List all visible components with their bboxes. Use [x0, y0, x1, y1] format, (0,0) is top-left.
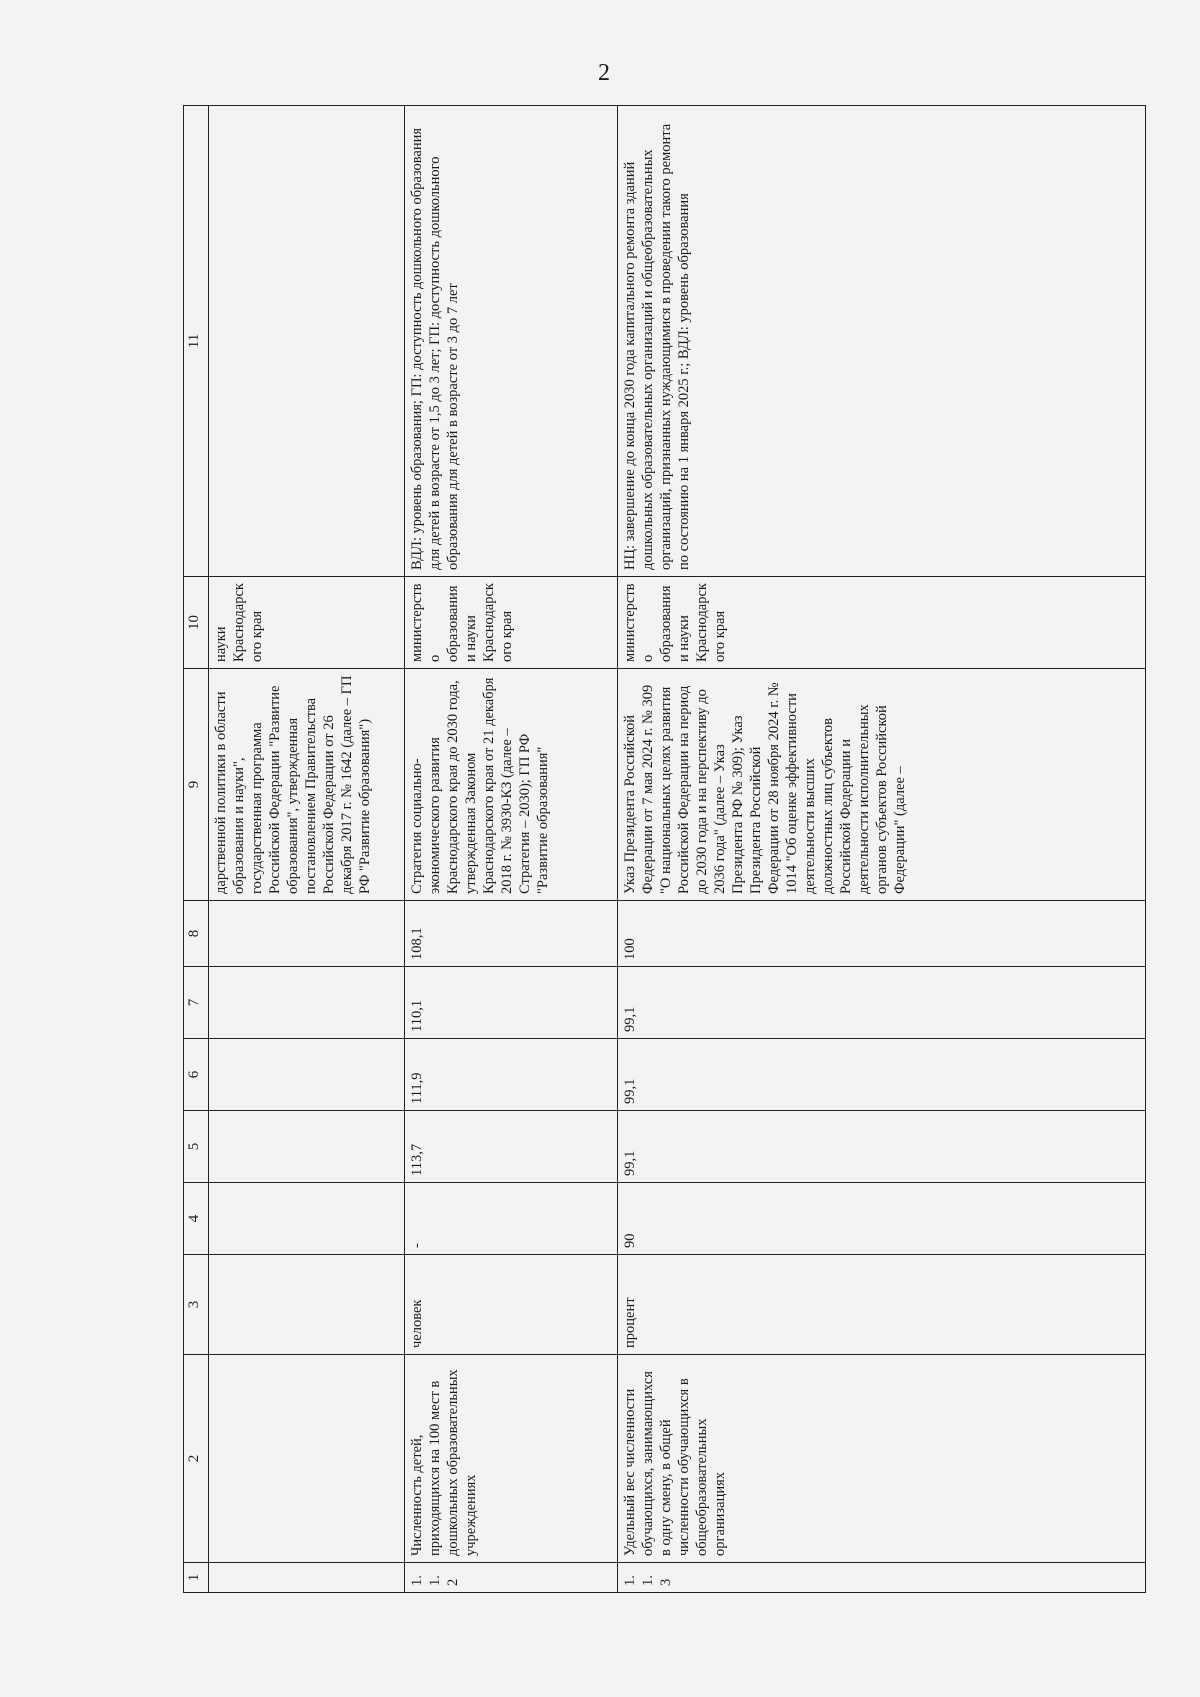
column-header: 1 [184, 1563, 209, 1593]
column-header: 8 [184, 901, 209, 967]
cell-indicator-name: Удельный вес численности обучающихся, занимающихся в одну смену, в общей численности обучающихся в общеобразовательных организациях [618, 1355, 1146, 1563]
cell-document: Указ Президента Российской Федерации от 7 мая 2024 г. № 309 "О национальных целях развития Российской Федерации на период до 2030 года и на перспективу до 2036 года" (далее – Указ Президента РФ № 309); Указ Президента Российской Федерации от 28 ноября 2024 г. № 1014 "Об оценке эффективности деятельности высших должностных лиц субъектов Российской Федерации и деятельности исполнительных органов субъектов Российской Федерации" (далее – [618, 669, 1146, 901]
column-header: 3 [184, 1255, 209, 1355]
cell-value: 99,1 [618, 967, 1146, 1039]
column-header: 6 [184, 1039, 209, 1111]
cell-value: 99,1 [618, 1039, 1146, 1111]
cell-document: дарственной политики в области образования и науки", государственная программа Российской Федерации "Развитие образования", утвержденная постановлением Правительства Российской Федерации от 26 декабря 2017 г. № 1642 (далее – ГП РФ "Развитие образования") [209, 669, 405, 901]
indicator-table-rotated [183, 106, 1146, 1593]
cell-value: 110,1 [405, 967, 618, 1039]
cell-relation: НЦ: завершение до конца 2030 года капитального ремонта зданий дошкольных образовательных организаций и общеобразовательных организаций, признанных нуждающимися в проведении такого ремонта по состоянию на 1 января 2025 г.; ВДЛ: уровень образования [618, 106, 1146, 577]
column-header: 7 [184, 967, 209, 1039]
cell-indicator-name [209, 1355, 405, 1563]
cell-value [209, 1111, 405, 1183]
column-header: 10 [184, 577, 209, 669]
column-header: 2 [184, 1355, 209, 1563]
column-number-row [184, 106, 209, 1593]
cell-value: 90 [618, 1183, 1146, 1255]
cell-document: Стратегия социально-экономического развития Краснодарского края до 2030 года, утвержденная Законом Краснодарского края от 21 декабря 2018 г. № 3930-КЗ (далее – Стратегия – 2030); ГП РФ "Развитие образования" [405, 669, 618, 901]
cell-number: 1.1.3 [618, 1563, 1146, 1593]
cell-value [209, 1039, 405, 1111]
cell-value: 100 [618, 901, 1146, 967]
column-header: 4 [184, 1183, 209, 1255]
cell-unit: человек [405, 1255, 618, 1355]
cell-value: 113,7 [405, 1111, 618, 1183]
cell-indicator-name: Численность детей, приходящихся на 100 мест в дошкольных образовательных учреждениях [405, 1355, 618, 1563]
indicator-table [183, 105, 1146, 1593]
table-row [405, 106, 618, 1593]
cell-responsible: министерство образования и науки Краснодарского края [618, 577, 1146, 669]
cell-unit: процент [618, 1255, 1146, 1355]
cell-value [209, 967, 405, 1039]
cell-responsible: науки Краснодарского края [209, 577, 405, 669]
table-row [618, 106, 1146, 1593]
cell-unit [209, 1255, 405, 1355]
table-row [209, 106, 405, 1593]
cell-relation [209, 106, 405, 577]
page-number: 2 [598, 60, 611, 86]
cell-value: 111,9 [405, 1039, 618, 1111]
cell-relation: ВДЛ: уровень образования; ГП: доступность дошкольного образования для детей в возрасте от 1,5 до 3 лет; ГП: доступность дошкольного образования для детей в возрасте от 3 до 7 лет [405, 106, 618, 577]
cell-value: 108,1 [405, 901, 618, 967]
cell-value [209, 1183, 405, 1255]
column-header: 9 [184, 669, 209, 901]
cell-number [209, 1563, 405, 1593]
cell-number: 1.1.2 [405, 1563, 618, 1593]
cell-responsible: министерство образования и науки Краснодарского края [405, 577, 618, 669]
column-header: 11 [184, 106, 209, 577]
cell-value: - [405, 1183, 618, 1255]
cell-value [209, 901, 405, 967]
cell-value: 99,1 [618, 1111, 1146, 1183]
column-header: 5 [184, 1111, 209, 1183]
